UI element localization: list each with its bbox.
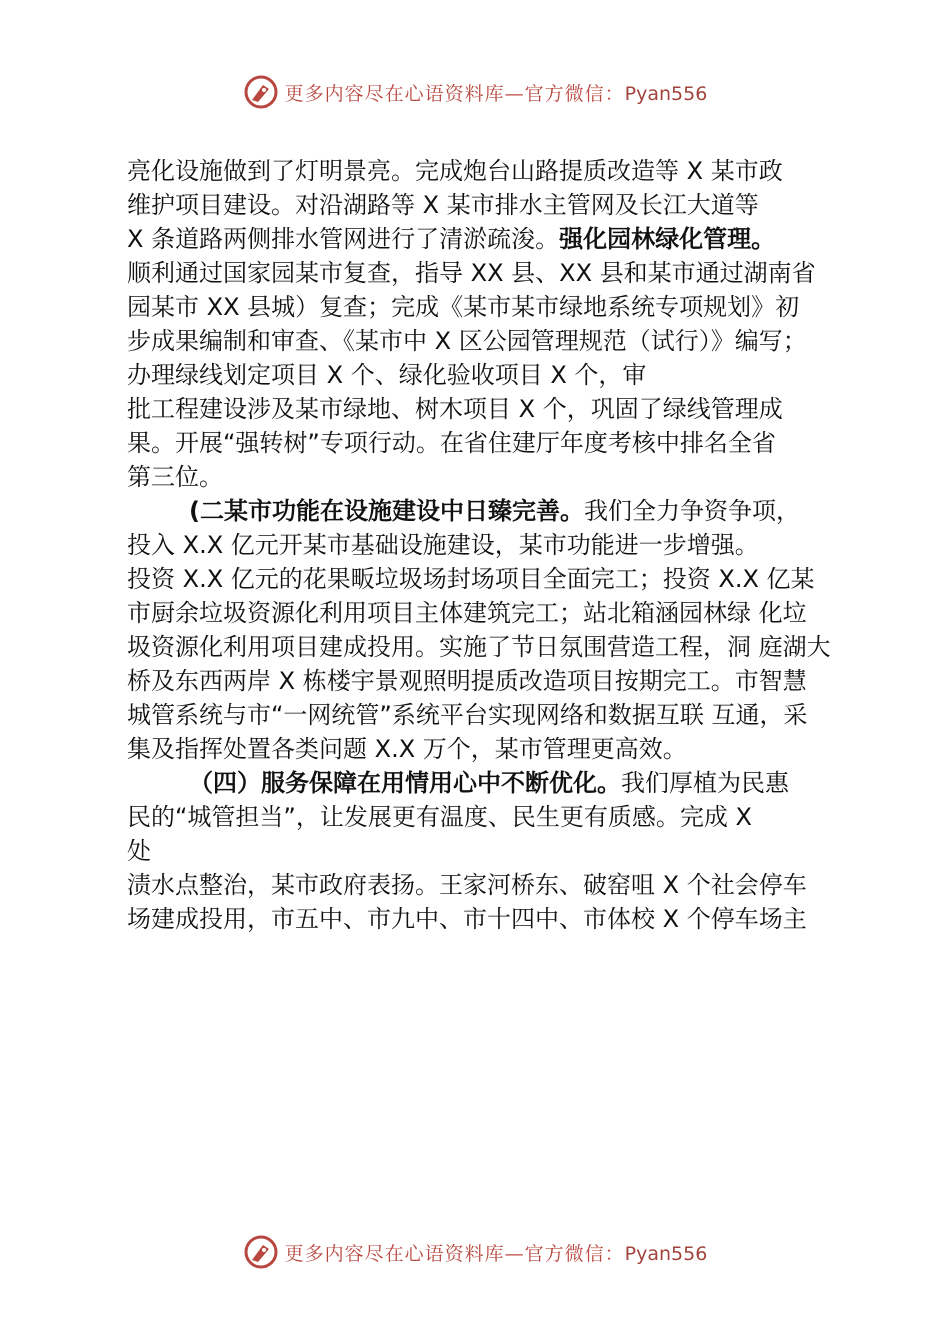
footer-label: 更多内容尽在心语资料库—官方微信：: [284, 1242, 625, 1265]
text-line: 桥及东西两岸 X 栋楼宇景观照明提质改造项目按期完工。市智慧: [127, 667, 807, 695]
text-line: [127, 766, 867, 800]
text-line: 场建成投用，市五中、市九中、市十四中、市体校 X 个停车场主: [127, 905, 807, 933]
text-line: 步成果编制和审查、《某市中 X 区公园管理规范（试行）》编写；: [127, 327, 807, 355]
text-line: 顺利通过国家园某市复查，指导 XX 县、XX 县和某市通过湖南省: [127, 259, 816, 287]
section-heading: (二某市功能在设施建设中日臻完善。: [189, 497, 584, 525]
text-line: [127, 494, 867, 528]
footer-account: Pyan556: [624, 1242, 708, 1265]
footer-banner: [0, 1230, 950, 1274]
footer-text: [285, 1239, 708, 1266]
document-body: [127, 154, 867, 936]
text-line: 维护项目建设。对沿湖路等 X 某市排水主管网及长江大道等: [127, 191, 759, 219]
header-banner: [0, 70, 950, 114]
text-segment: 我们全力争资争项，: [583, 497, 800, 525]
header-text: [285, 79, 708, 106]
text-line: 第三位。: [127, 463, 223, 491]
text-line: 处: [127, 837, 151, 865]
text-line: 民的“城管担当”，让发展更有温度、民生更有质感。完成 X: [127, 803, 752, 831]
text-line: 市厨余垃圾资源化利用项目主体建筑完工；站北箱涵园林绿 化垃: [127, 599, 807, 627]
text-line: 集及指挥处置各类问题 X.X 万个，某市管理更高效。: [127, 735, 687, 763]
header-label: 更多内容尽在心语资料库—官方微信：: [284, 82, 625, 105]
text-line: 圾资源化利用项目建成投用。实施了节日氛围营造工程，洞 庭湖大: [127, 633, 831, 661]
text-line: 果。开展“强转树”专项行动。在省住建厅年度考核中排名全省: [127, 429, 776, 457]
text-line: 园某市 XX 县城）复查；完成《某市某市绿地系统专项规划》初: [127, 293, 800, 321]
text-line: 批工程建设涉及某市绿地、树木项目 X 个，巩固了绿线管理成: [127, 395, 783, 423]
pen-nib-logo-icon: [243, 74, 279, 110]
section-heading: （四）服务保障在用情用心中不断优化。: [189, 769, 621, 797]
text-line: 办理绿线划定项目 X 个、绿化验收项目 X 个，审: [127, 361, 647, 389]
text-segment: X 条道路两侧排水管网进行了清淤疏浚。: [127, 225, 560, 253]
text-line: 投入 X.X 亿元开某市基础设施建设，某市功能进一步增强。: [127, 531, 759, 559]
header-account: Pyan556: [624, 82, 708, 105]
text-line: [127, 222, 867, 256]
pen-nib-logo-icon: [243, 1234, 279, 1270]
text-line: 渍水点整治，某市政府表扬。王家河桥东、破窑咀 X 个社会停车: [127, 871, 807, 899]
text-line: 城管系统与市“一网统管”系统平台实现网络和数据互联 互通，采: [127, 701, 808, 729]
section-heading: 强化园林绿化管理。: [559, 225, 776, 253]
text-segment: 我们厚植为民惠: [621, 769, 789, 797]
text-line: 投资 X.X 亿元的花果畈垃圾场封场项目全面完工；投资 X.X 亿某: [127, 565, 815, 593]
text-line: 亮化设施做到了灯明景亮。完成炮台山路提质改造等 X 某市政: [127, 157, 783, 185]
